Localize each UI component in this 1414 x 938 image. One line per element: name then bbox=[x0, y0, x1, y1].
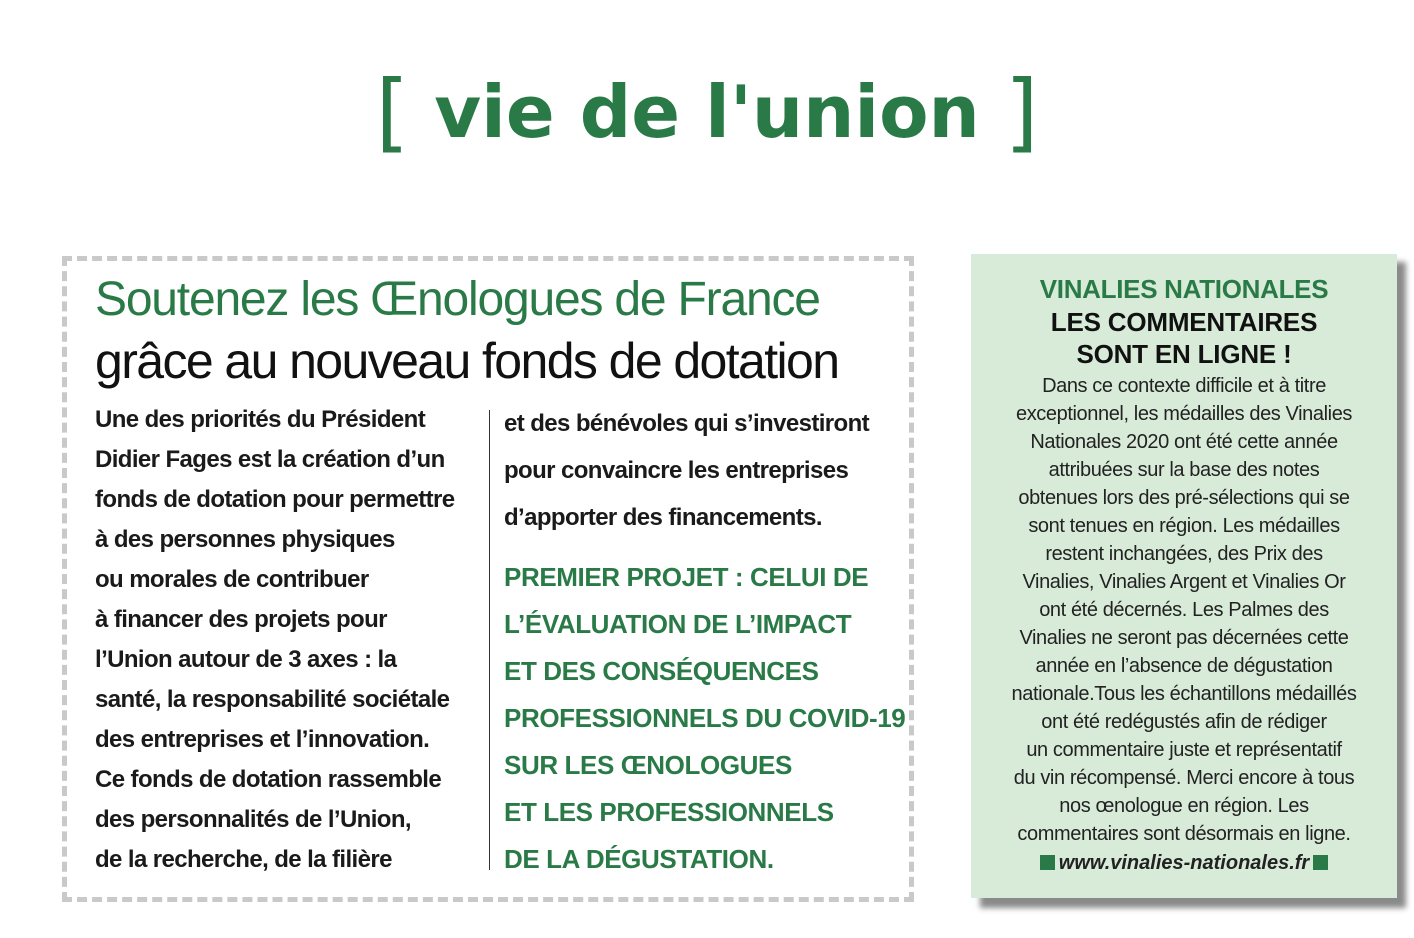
sidebar-body-line: Vinalies ne seront pas décernées cette bbox=[1019, 627, 1349, 649]
paragraph-line: Didier Fages est la création d’un bbox=[95, 446, 445, 473]
green-square-bullet-icon bbox=[1313, 855, 1328, 870]
green-square-bullet-icon bbox=[1040, 855, 1055, 870]
article-left-column bbox=[95, 400, 480, 880]
sidebar-body-line: commentaires sont désormais en ligne. bbox=[1017, 823, 1351, 845]
sidebar-body-line: nos œnologue en région. Les bbox=[1059, 795, 1309, 817]
sidebar-body-line: restent inchangées, des Prix des bbox=[1045, 543, 1323, 565]
sidebar-box bbox=[971, 254, 1397, 898]
paragraph-line: d’apporter des financements. bbox=[504, 504, 822, 531]
paragraph-line: Ce fonds de dotation rassemble bbox=[95, 766, 442, 793]
section-title: vie de l'union bbox=[434, 70, 980, 154]
sidebar-body-line: un commentaire juste et représentatif bbox=[1026, 739, 1342, 761]
paragraph-line: des entreprises et l’innovation. bbox=[95, 726, 430, 753]
close-bracket: ] bbox=[1004, 62, 1039, 162]
sidebar-body-line: nationale.Tous les échantillons médaillés bbox=[1011, 683, 1357, 705]
column-divider bbox=[489, 410, 490, 870]
sidebar-body-line: du vin récompensé. Merci encore à tous bbox=[1013, 767, 1355, 789]
sidebar-body-line: obtenues lors des pré-sélections qui se bbox=[1018, 487, 1350, 509]
paragraph-line: à des personnes physiques bbox=[95, 526, 395, 553]
paragraph-line: à financer des projets pour bbox=[95, 606, 387, 633]
sidebar-body-line: Dans ce contexte difficile et à titre bbox=[1042, 375, 1326, 397]
paragraph-line: l’Union autour de 3 axes : la bbox=[95, 646, 397, 673]
website-link-row bbox=[971, 849, 1397, 877]
paragraph-line: de la recherche, de la filière bbox=[95, 846, 392, 873]
sidebar-body-line: attribuées sur la base des notes bbox=[1048, 459, 1320, 481]
paragraph-line: santé, la responsabilité sociétale bbox=[95, 686, 450, 713]
website-link[interactable]: www.vinalies-nationales.fr bbox=[1058, 852, 1310, 874]
article-right-column bbox=[504, 400, 904, 541]
highlight-line: SUR LES ŒNOLOGUES bbox=[504, 750, 792, 780]
sidebar-kicker: VINALIES NATIONALES bbox=[1039, 274, 1329, 304]
sidebar-body-line: sont tenues en région. Les médailles bbox=[1028, 515, 1340, 537]
highlight-line: DE LA DÉGUSTATION. bbox=[504, 844, 774, 874]
sidebar-body-line: ont été décernés. Les Palmes des bbox=[1039, 599, 1329, 621]
paragraph-line: et des bénévoles qui s’investiront bbox=[504, 410, 870, 437]
highlight-line: PROFESSIONNELS DU COVID-19 bbox=[504, 703, 906, 733]
sidebar-body-line: Vinalies, Vinalies Argent et Vinalies Or bbox=[1022, 571, 1346, 593]
paragraph-line: Une des priorités du Président bbox=[95, 406, 426, 433]
highlight-line: L’ÉVALUATION DE L’IMPACT bbox=[504, 609, 852, 639]
article-subtitle: grâce au nouveau fonds de dotation bbox=[95, 333, 839, 389]
paragraph-line: ou morales de contribuer bbox=[95, 566, 369, 593]
sidebar-body-line: Nationales 2020 ont été cette année bbox=[1030, 431, 1338, 453]
sidebar-title-line: LES COMMENTAIRES bbox=[1050, 307, 1318, 337]
sidebar-title-line: SONT EN LIGNE ! bbox=[1076, 339, 1292, 369]
sidebar-body-line: ont été redégustés afin de rédiger bbox=[1041, 711, 1327, 733]
paragraph-line: des personnalités de l’Union, bbox=[95, 806, 411, 833]
paragraph-line: fonds de dotation pour permettre bbox=[95, 486, 455, 513]
article-title: Soutenez les Œnologues de France bbox=[95, 273, 820, 326]
highlight-line: ET LES PROFESSIONNELS bbox=[504, 797, 834, 827]
paragraph-line: pour convaincre les entreprises bbox=[504, 457, 849, 484]
article-highlight bbox=[504, 554, 904, 883]
open-bracket: [ bbox=[375, 62, 410, 162]
sidebar-body-line: exceptionnel, les médailles des Vinalies bbox=[1015, 403, 1353, 425]
highlight-line: PREMIER PROJET : CELUI DE bbox=[504, 562, 869, 592]
highlight-line: ET DES CONSÉQUENCES bbox=[504, 656, 819, 686]
section-header bbox=[0, 60, 1414, 164]
sidebar-body bbox=[971, 372, 1397, 848]
sidebar-body-line: année en l’absence de dégustation bbox=[1035, 655, 1333, 677]
